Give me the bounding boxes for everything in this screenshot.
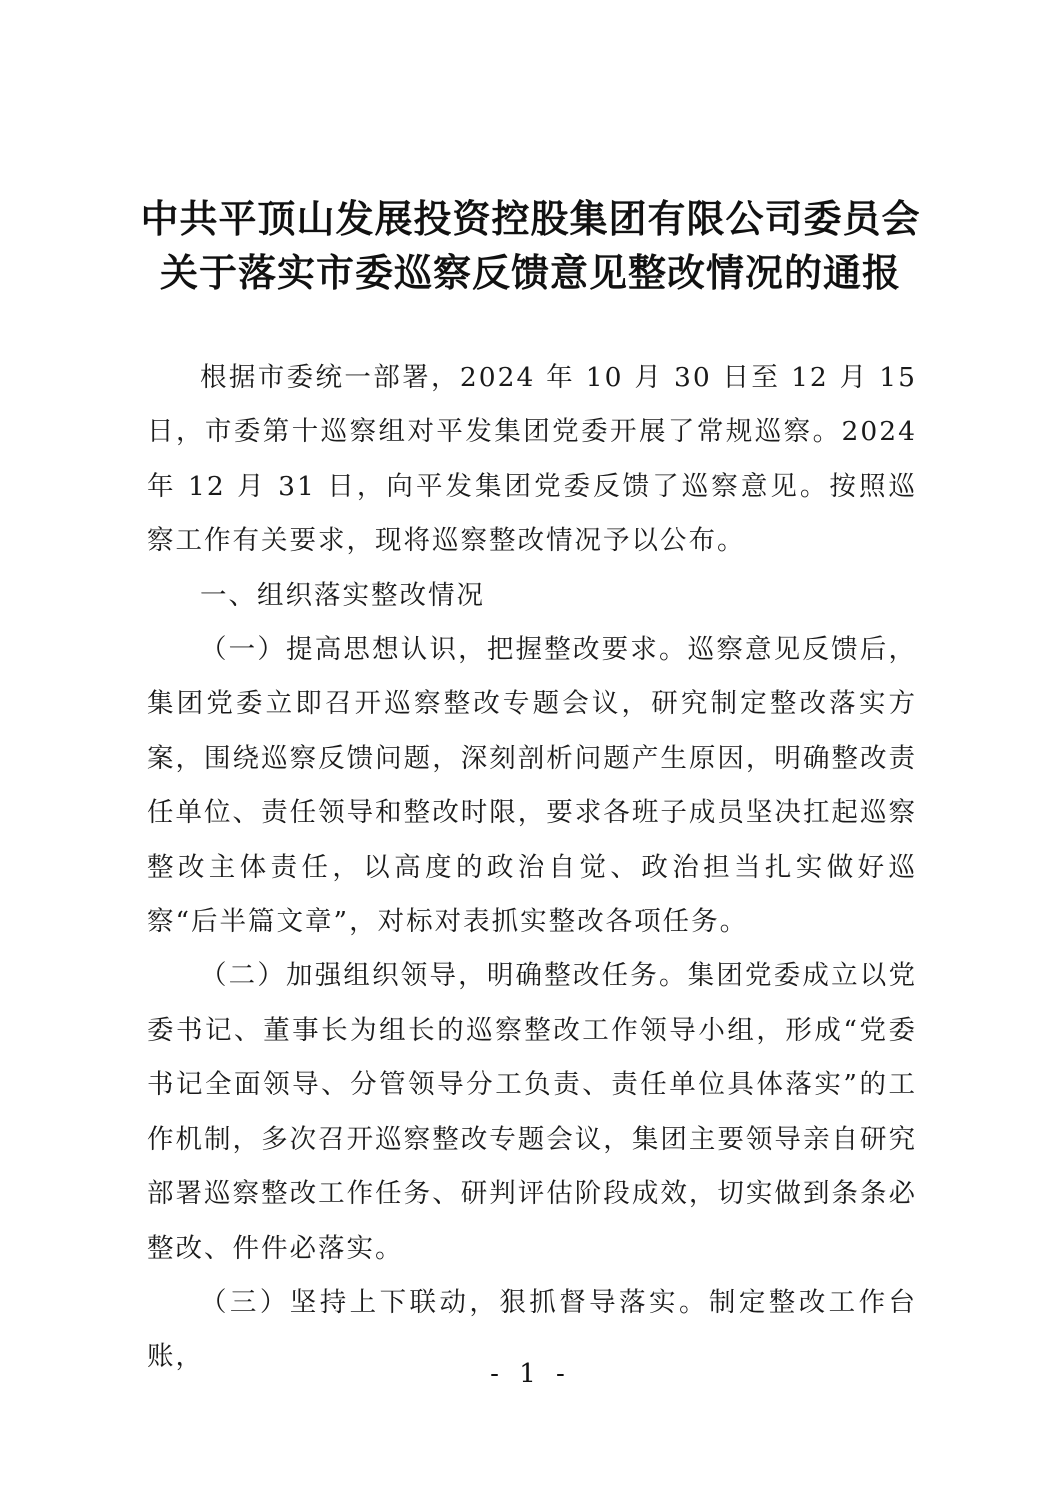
paragraph-2: （二）加强组织领导，明确整改任务。集团党委成立以党委书记、董事长为组长的巡察整改工作领导小组，形成“党委书记全面领导、分管领导分工负责、责任单位具体落实”的工作机制，多次召开巡察整改专题会议，集团主要领导亲自研究部署巡察整改工作任务、研判评估阶段成效，切实做到条条必整改、件件必落实。 xyxy=(147,960,917,1264)
page-number: - 1 - xyxy=(490,1359,571,1389)
paragraph-3: （三）坚持上下联动，狠抓督导落实。制定整改工作台账， xyxy=(147,1286,917,1373)
section-heading-1: 一、组织落实整改情况 xyxy=(200,579,485,611)
document-body xyxy=(147,351,917,1385)
document-title-line-2: 关于落实市委巡察反馈意见整改情况的通报 xyxy=(159,251,901,295)
document-title-line-1: 中共平顶山发展投资控股集团有限公司委员会 xyxy=(140,197,921,241)
paragraph-1: （一）提高思想认识，把握整改要求。巡察意见反馈后，集团党委立即召开巡察整改专题会议，研究制定整改落实方案，围绕巡察反馈问题，深刻剖析问题产生原因，明确整改责任单位、责任领导和整改时限，要求各班子成员坚决扛起巡察整改主体责任，以高度的政治自觉、政治担当扎实做好巡察“后半篇文章”，对标对表抓实整改各项任务。 xyxy=(147,634,917,938)
intro-paragraph: 根据市委统一部署，2024 年 10 月 30 日至 12 月 15 日，市委第十巡察组对平发集团党委开展了常规巡察。2024 年 12 月 31 日，向平发集团党委反馈了巡察意见。按照巡察工作有关要求，现将巡察整改情况予以公布。 xyxy=(147,362,917,557)
